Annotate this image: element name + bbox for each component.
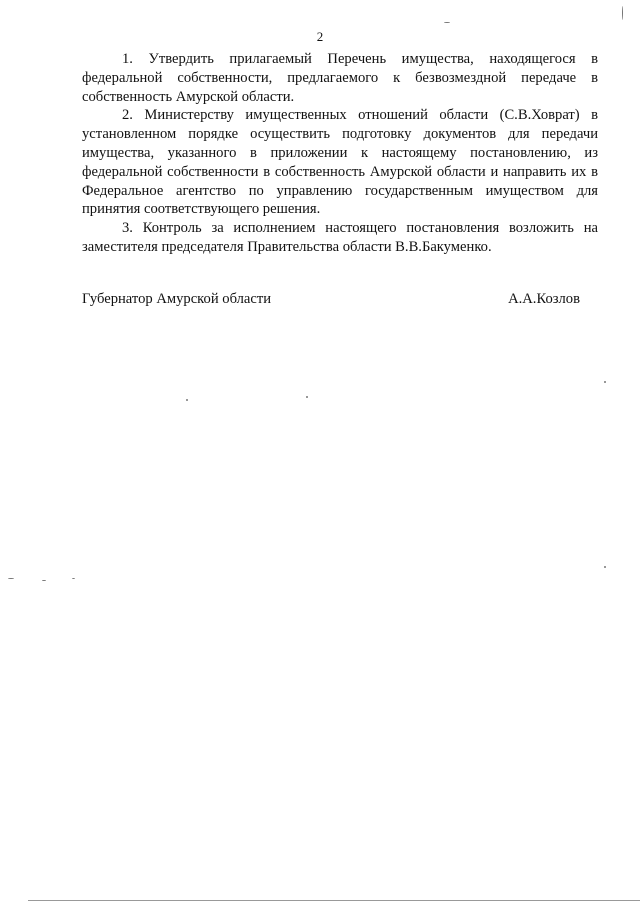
scan-speck bbox=[306, 396, 308, 398]
paragraph-1: 1. Утвердить прилагаемый Перечень имущества, находящегося в федеральной собственности, предлагаемого к безвозмездной передаче в собственность Амурской области. bbox=[82, 51, 598, 105]
scan-speck bbox=[186, 399, 188, 401]
page-bottom-edge bbox=[28, 900, 640, 901]
page-number: 2 bbox=[316, 29, 324, 44]
paragraph-2: 2. Министерству имущественных отношений области (С.В.Ховрат) в установленном порядке осуществить подготовку документов для передачи имущества, указанного в приложении к настоящему постановлению, из федеральной собственности в собственность Амурской области и направить их в Федеральное агентство по управлению государственным имуществом для принятия соответствующего решения. bbox=[82, 107, 598, 218]
signatory-name: А.А.Козлов bbox=[508, 291, 580, 307]
scan-speck bbox=[8, 578, 14, 579]
signatory-position: Губернатор Амурской области bbox=[82, 291, 272, 307]
scan-speck bbox=[622, 6, 623, 20]
scan-speck bbox=[444, 22, 450, 23]
paragraph-3: 3. Контроль за исполнением настоящего постановления возложить на заместителя председателя Правительства области В.В.Бакуменко. bbox=[82, 220, 598, 255]
scan-speck bbox=[604, 381, 606, 383]
scan-speck bbox=[42, 580, 46, 581]
scan-speck bbox=[604, 566, 606, 568]
document-body bbox=[82, 50, 598, 257]
scan-speck bbox=[72, 578, 75, 579]
signature-block bbox=[82, 291, 580, 308]
